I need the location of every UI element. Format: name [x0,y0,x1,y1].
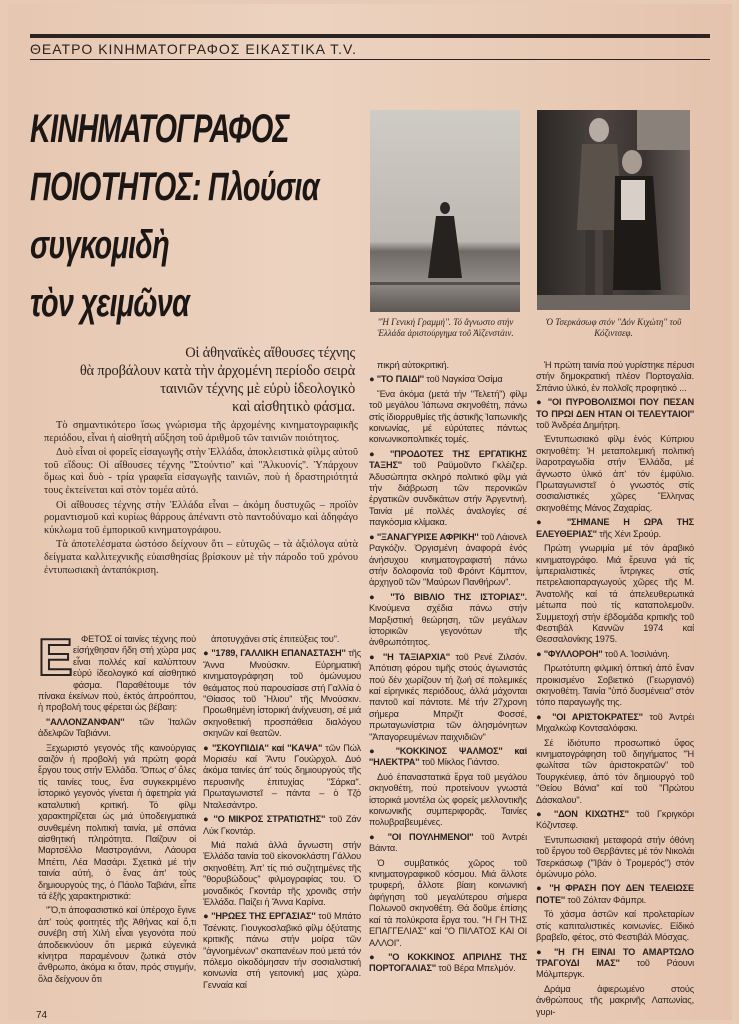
photo-don-quixote [537,110,690,310]
film-title: ''ΟΙ ΑΡΙΣΤΟΚΡΑΤΕΣ'' [552,711,643,722]
bullet-icon: ● [203,911,212,922]
film-title: ''ΤΟ ΠΑΙΔΙ'' [376,374,424,385]
film-entry [203,648,361,739]
paragraph-text: τοῦ Ζάν Λύκ Γκοντάρ. [203,814,361,836]
film-title: ''Ο ΚΟΚΚΙΝΟΣ ΑΠΡΙΛΗΣ ΤΗΣ ΠΟΡΤΟΓΑΛΙΑΣ'' [369,951,527,974]
film-title: ''Ο ΜΙΚΡΟΣ ΣΤΡΑΤΙΩΤΗΣ'' [213,814,326,825]
bullet-icon: ● [536,397,548,408]
column-4 [536,360,694,1021]
paragraph [203,634,361,645]
paragraph-text: Ἐντυπωσιακό φίλμ ἑνός Κύπριου σκηνοθέτη: Ἡ μεταπολεμική πολιτική ἱλαροτραγωδία στήν Ἑλλάδα, μέ ἄγνωστο ὑλικό ἀπ' τόν ἐμφύλιο. Πρωταγωνιστεῖ ὁ γνωστός στίς σοσιαλιστικές χῶρες Ἕλληνας σκηνοθέτης Μάνος Ζαχαρίας. [536,434,694,513]
intro-paragraph: Τὸ σημαντικότερο ἴσως γνώρισμα τῆς ἀρχομένης κινηματογραφικῆς περιόδου, εἶναι ἡ αἰσθητὴ αὔξηση τοῦ ἀριθμοῦ τῶν ταινιῶν ποιότητος. [44,420,358,444]
paragraph [38,717,196,740]
film-entry [369,832,527,855]
paragraph-text: Ὁ συμβατικός χῶρος τοῦ κινηματογραφικοῦ κόσμου. Μιά ἄλλοτε τρυφερή, ἄλλοτε βίαιη κοινωνική ἀφήγηση τοῦ μεγαλύτερου σήμερα Πολωνοῦ σκηνοθέτη. Θά δοῦμε ἐπίσης καί τά πολύκροτα ἔργα του. ''Η ΓΗ ΤΗΣ ΕΠΑΓΓΕΛΙΑΣ'' καί ''Ο ΠΙΛΑΤΟΣ ΚΑΙ ΟΙ ΑΛΛΟΙ''. [369,857,527,948]
paragraph-text: Ἕνα ἀκόμα (μετά τήν ''Τελετή'') φίλμ τοῦ μεγάλου Ἰάπωνα σκηνοθέτη, πάνω στίς ἰδιορρυθμίες τῆς ἀστικῆς Ἰαπωνικῆς κοινωνίας, μέ εὐρύτατες πάντως κοινωνικοπολιτικές τομές. [369,388,527,445]
header-rule-top [30,34,710,38]
paragraph-text: τῆς Ἄννα Μνούσκιν. Εὑρηματική κινηματογράφηση τοῦ ὁμώνυμου θεάματος πού παρουσίασε στή Γαλλία ὁ ''Θίασος τοῦ Ἥλιου'' τῆς Μνούσκιν. Προωθημένη ἱστορική ἀνίχνευση, σέ μιά σκηνοθετική προσπάθεια διαλόγου σκηνῶν καί θεατῶν. [203,648,362,739]
bullet-icon: ● [536,711,553,722]
paragraph-text: τοῦ Ράουνι Μόλμπεργκ. [536,957,694,980]
paragraph [369,360,527,371]
paragraph-text: Πρώτη γνωριμία μέ τόν ἀραβικό κινηματογράφο. Μιά ἔρευνα γιά τίς ἰμπεριαλιστικές ἴντριγκες στίς πετρελαιοπαραγωγούς χῶρες τῆς Μ. Ἀνατολῆς καί τά ἀπελευθερωτικά μέτωπα πού τίς καταπολεμοῦν. Συμμετοχή στήν ἑβδομάδα κριτικῆς τοῦ Φεστιβάλ Καννῶν 1974 καί Θεσσαλονίκης 1975. [536,543,694,645]
bullet-icon: ● [369,448,391,459]
paragraph-text: τοῦ Ἀντρέι Μιχαλκώφ Κοντσαλόφσκι. [536,711,694,734]
film-entry [369,374,527,385]
paragraph [369,858,527,949]
bullet-icon: ● [203,814,214,825]
photo-general-line [370,110,520,312]
paragraph-text: τοῦ Α. Ἰοσιλιάνη. [602,648,670,659]
standing-figure-image [370,110,520,312]
paragraph-text: τοῦ Ρενέ Ζιλσόν. Ἀπότιση φόρου τιμῆς στούς ἀγωνιστάς πού δέν χωρίζουν τή ζωή σέ πολεμικές καί εἰρηνικές περιόδους, ἀλλά μάχονται παντοῦ καί πάντοτε. Μέ τήν 27χρονη σήμερα Μπριζίτ Φοσσέ, πρωταγωνίστρια τῶν ἀλησμόνητων ''Ἀπαγορευμένων παιχνιδιῶν'' [369,651,527,742]
bullet-icon: ● [369,951,389,962]
film-entry [536,712,694,735]
film-title: ''ΗΡΩΕΣ ΤΗΣ ΕΡΓΑΣΙΑΣ'' [211,911,316,922]
intro-paragraph: Οἱ αἴθουσες τέχνης στὴν Ἑλλάδα εἶναι – ἀκόμη δυστυχῶς – προϊὸν ρομαντισμοῦ καὶ κυρίως θάρρους ἀπέναντι στὸ παντοδύναμο καὶ ἀδηφάγο κύκλωμα τοῦ ἐμπορικοῦ κινηματογράφου. [44,499,358,536]
film-title: ''ΟΙ ΠΥΡΟΒΟΛΙΣΜΟΙ ΠΟΥ ΠΕΣΑΝ ΤΟ ΠΡΩΙ ΔΕΝ ΗΤΑΝ ΟΙ ΤΕΛΕΥΤΑΙΟΙ'' [536,397,694,419]
paragraph-text: Σέ ἰδιότυπο προσωπικό ὕφος κινηματογράφηση τοῦ διηγήματος ''Ἡ φωλίτσα τῶν ἀριστοκρατῶν'' τοῦ Τουργκένιεφ, ἀπό τόν δημιουργό τοῦ ''Θείου Βάνια'' καί τοῦ ''Πρώτου Δάσκαλου''. [536,737,694,805]
film-title: ''Η ΦΡΑΣΗ ΠΟΥ ΔΕΝ ΤΕΛΕΙΩΣΕ ΠΟΤΕ'' [536,883,694,905]
deck-line: ταινιῶν τέχνης μὲ εὐρὺ ἰδεολογικὸ [160,381,355,397]
film-title: ''ΟΙ ΠΟΥΛΗΜΕΝΟΙ'' [387,831,474,842]
film-title: ''ΣΚΟΥΠΙΔΙΑ'' καί ''ΚΑΨΑ'' [212,742,323,753]
bullet-icon: ● [536,809,555,820]
paragraph-text: τοῦ Ζόλταν Φάμπρι. [565,894,647,905]
film-entry [369,592,527,649]
bullet-icon: ● [536,883,550,894]
two-men-image [537,110,690,310]
article-title [30,100,319,332]
film-title: ''ΦΥΛΛΟΡΟΗ'' [543,648,603,659]
section-header: ΘΕΑΤΡΟ ΚΙΝΗΜΑΤΟΓΡΑΦΟΣ ΕΙΚΑΣΤΙΚΑ T.V. [30,41,357,57]
film-entry [536,883,694,906]
bullet-icon: ● [369,591,391,602]
paragraph-text: τοῦ Μπάτο Τσένκιτς. Γιουγκοσλαβικό φίλμ ὀξύτατης κριτικῆς πάνω στήν μοίρα τῶν ''ἀγνοημένων'' σκαπανέων πού μετά τόν πόλεμο οἰκοδόμησαν τήν σοσιαλιστική κοινωνία στή γειτονική μας χώρα. Γενναία καί [203,911,361,990]
bullet-icon: ● [369,531,377,542]
title-line: συγκομιδὴ [30,223,170,267]
paragraph-text: Δράμα ἀφιερωμένο στούς ἀνθρώπους τῆς μακρινῆς Λαπωνίας, γυρι- [536,983,694,1017]
film-title: ''ΣΗΜΑΝΕ Η ΩΡΑ ΤΗΣ ΕΛΕΥΘΕΡΙΑΣ'' [536,517,694,539]
bullet-icon: ● [536,648,544,659]
paragraph [536,738,694,806]
paragraph-text: ΦΕΤΟΣ οἱ ταινίες τέχνης πού εἰσήχθησαν ἤδη στή χώρα μας εἶναι πολλές καί καλύπτουν εὐρύ ἰδεολογικό καί αἰσθητικό φάσμα. Παραθέτουμε τόν πίνακα ἐκείνων πού, ἐκτός ἀπροόπτου, ἡ προβολή τους φέρεται ὡς βέβαιη: [38,634,196,713]
film-title: ''ΑΛΛΟΝΖΑΝΦΑΝ'' [46,716,125,727]
film-title: ''ΔΟΝ ΚΙΧΩΤΗΣ'' [554,809,629,820]
paragraph-text: τοῦ Ραϋμοῦντο Γκλέιζερ. Ἀδυσώπητα σκληρό πολιτικό φίλμ γιά τήν διάβρωση τῶν περονικῶν ἐργατικῶν συνδικάτων στήν Ἀργεντινή. Ταινία μέ πολλές ἀναλογίες σέ παγκόσμια κλίμακα. [369,460,527,528]
film-entry [203,911,361,991]
column-1 [38,629,196,988]
paragraph-text: Δυό ἐπαναστατικά ἔργα τοῦ μεγάλου σκηνοθέτη, πού προτείνουν γνωστά ἱστορικά μοντέλα ὡς φορείς μελλοντικῆς κοινωνικῆς συμπεριφορᾶς. Ταινίες πολυβραβευμένες. [369,771,527,828]
paragraph [536,835,694,881]
paragraph-text: Κινούμενα σχέδια πάνω στήν Μαρξιστική θεώρηση, τῶν μεγάλων ἱστορικῶν γεγονότων τῆς ἀνθρωπότητος. [369,603,527,648]
paragraph-text: τοῦ Ναγκίσα Ὀσίμα [423,374,503,385]
film-entry [369,952,527,975]
film-title: ''1789, ΓΑΛΛΙΚΗ ΕΠΑΝΑΣΤΑΣΗ'' [211,648,346,659]
film-entry [536,397,694,431]
paragraph [536,663,694,709]
film-entry [369,746,527,769]
paragraph [38,905,196,985]
paragraph-text: τῶν Πώλ Μορισέυ καί Ἄντυ Γουώρχολ. Δυό ἀκόμα ταινίες ἀπ' τούς δημιουργούς τῆς περυσινῆς ἐπιτυχίας ''Σάρκα''. Πρωταγωνιστεῖ – πάντα – ὁ Τζό Νταλεσάντρο. [203,742,361,810]
paragraph-text: Τό χάσμα ἀστῶν καί προλεταρίων στίς καπιταλιστικές κοινωνίες. Εἰδικό βραβεῖο, φέτος, στό Φεστιβάλ Μόσχας. [536,909,694,943]
column-2 [203,634,361,994]
header-rule-bottom [30,59,710,60]
film-title: ''ΚΟΚΚΙΝΟΣ ΨΑΛΜΟΣ'' καί ''ΗΛΕΚΤΡΑ'' [369,746,527,768]
bullet-icon: ● [369,831,388,842]
paragraph-text: τοῦ Γκριγκόρι Κόζιντσεφ. [536,809,694,831]
paragraph-text: Ἡ πρώτη ταινία πού γυρίστηκε πέρυσι στήν δημοκρατική πλέον Πορτογαλία. Σπάνιο ὑλικό, ἐν πολλοῖς προφητικό ... [536,360,694,393]
film-title: ''Η ΓΗ ΕΙΝΑΙ ΤΟ ΑΜΑΡΤΩΛΟ ΤΡΑΓΟΥΔΙ ΜΑΣ'' [536,946,694,968]
paragraph-text: τοῦ Λάιονελ Ραγκόζιν. Ὀργισμένη ἀναφορά ἑνός ἀνήσυχου κινηματογραφιστή πάνω στήν δολοφονία τοῦ Φρόιντ Κάμπτον, ἀρχηγοῦ τῶν ''Μαύρων Πανθήρων''. [369,531,527,588]
title-line: ΠΟΙΟΤΗΤΟΣ: Πλούσια [30,165,319,209]
paragraph [203,840,361,908]
intro-paragraph: Τὰ ἀποτελέσματα ὡστόσο δείχνουν ὅτι – εὐτυχῶς – τὰ ἀξιόλογα αὐτὰ δείγματα καλλιτεχνικῆς εὐαισθησίας βρίσκουν μὲ τὴν πάροδο τοῦ χρόνου ἐντυπωσιακὴ ἀνταπόκριση. [44,539,358,576]
bullet-icon: ● [203,648,212,659]
paragraph [536,984,694,1018]
title-line: ΚΙΝΗΜΑΤΟΓΡΑΦΟΣ [30,107,289,151]
paragraph-text: Πρωτότυπη φιλμική ὀπτική ἀπό ἕναν προικισμένο Σοβιετικό (Γεωργιανό) σκηνοθέτη. Ταινία ''ὑπό δυσμένεια'' στόν τόπο παραγωγῆς της. [536,663,694,708]
intro-text [44,420,358,579]
paragraph [536,909,694,943]
bullet-icon: ● [369,651,384,662]
film-title: ''ΞΑΝΑΓΥΡΙΣΕ ΑΦΡΙΚΗ'' [376,531,479,542]
film-entry [536,649,694,660]
paragraph [536,434,694,514]
paragraph [536,360,694,394]
film-title: ''ΠΡΟΔΟΤΕΣ ΤΗΣ ΕΡΓΑΤΙΚΗΣ ΤΑΞΗΣ'' [369,448,527,471]
article-deck [30,344,355,416]
film-title: ''Τό ΒΙΒΛΙΟ ΤΗΣ ΙΣΤΟΡΙΑΣ''. [390,591,527,602]
paragraph-text: Ξεχωριστό γεγονός τῆς καινούργιας σαιζόν ἡ προβολή γιά πρώτη φορά ἔργου τους στήν Ἑλλάδα. Ὅπως σ' ὅλες τίς ταινίες τους, ἕνα συγκεκριμένο ἱστορικό γεγονός γίνεται ἡ ἀφετηρία γιά καταλυτική κριτική. Τό φίλμ χαρακτηρίζεται ὡς μιά ὑποδειγματικά συνθεμένη πολιτική ταινία, μέ σπάνια αἰσθητική πληρότητα. Παίζουν οἱ Μαρτσέλλο Μαστρογιάννι, Λάουρα Μπέττι, Λέα Μασάρι. Σχετικά μέ τήν ταινία αὐτή, ὁ ἕνας ἀπ' τούς δημιουργούς της, ὁ Πάολο Ταβιάνι, εἶπε τά ἑξῆς χαρακτηριστικά: [38,742,196,901]
film-entry [536,517,694,540]
deck-line: καὶ αἰσθητικὸ φάσμα. [232,399,355,415]
paragraph-text: τῶν Ἰταλῶν ἀδελφῶν Ταβιάννι. [38,716,196,739]
paragraph-text: τοῦ Βέρα Μπελμόν. [435,963,516,974]
paragraph-text: πικρή αὐτοκριτική. [377,360,449,370]
paragraph [369,772,527,829]
paragraph-text: ἀποτυγχάνει στίς ἐπιτεύξεις του''. [211,634,340,644]
film-entry [369,652,527,743]
photo1-caption: ''Ἡ Γενική Γραμμή''. Τό ἄγνωστο στήν Ἑλλάδα ἀριστούργημα τοῦ Ἀϊζενστάιν. [377,317,514,338]
deck-line: θὰ προβάλουν κατὰ τὴν ἀρχομένη περίοδο σειρὰ [79,363,355,379]
deck-line: Οἱ ἀθηναϊκὲς αἴθουσες τέχνης [185,345,355,361]
paragraph-text: τοῦ Ἀντρέι Βάιντα. [369,831,527,854]
paragraph-text: τοῦ Μίκλος Γιάντσο. [419,757,500,768]
film-entry [369,449,527,529]
film-entry [369,532,527,589]
column-3 [369,360,527,978]
paragraph-text: τῆς Χένι Σρούρ. [596,528,661,539]
photo2-caption: Ὁ Τσερκάσωφ στόν ''Δόν Κιχώτη'' τοῦ Κόζιντσεφ. [545,317,682,338]
bullet-icon: ● [536,946,555,957]
bullet-icon: ● [203,742,213,753]
drop-cap: Ε [38,629,73,687]
paragraph-text: Μιά παλιά ἀλλά ἄγνωστη στήν Ἑλλάδα ταινία τοῦ εἰκονοκλάστη Γάλλου σκηνοθέτη. Ἀπ' τίς πιό συζητημένες τῆς ''θορυβώδους'' φιλμογραφίας του. Ὁ μοναδικός Γκοντάρ τῆς χρονιᾶς στήν Ἑλλάδα. Παίζει ἡ Ἄννα Καρίνα. [203,839,361,907]
paragraph-text: ''Ὅ,τι ἀποφασιστικό καί ὑπέροχο ἔγινε ἀπ' τούς φοιτητές τῆς Ἀθήνας καί ὅ,τι συνέβη στή Χιλή εἶναι γεγονότα πού ἀποδεικνύουν ὅτι μερικά εὐγενικά κίνητρα παραμένουν ζωτικά στόν ἄνθρωπο, ἀκόμα κι ὅταν, πρός στιγμήν, ὅλα δείχνουν ὅτι [38,905,196,984]
intro-paragraph: Δυὸ εἶναι οἱ φορεῖς εἰσαγωγῆς στὴν Ἑλλάδα, ἀποκλειστικὰ φίλμς αὐτοῦ τοῦ εἴδους: Οἱ αἴθουσες τέχνης ''Στούντιο'' καὶ ''Ἀλκυονίς''. Ὑπάρχουν ὅμως καὶ δυὸ - τρία γραφεῖα εἰσαγωγῆς ταινιῶν, ποὺ ἡ δραστηριότητά τους ἐκτείνεται καὶ στὸν τομέα αὐτό. [44,447,358,496]
paragraph-text: τοῦ Ἀνδρέα Δημήτρη. [536,420,621,431]
paragraph [369,389,527,446]
title-line: τὸν χειμῶνα [30,281,190,325]
page-number: 74 [36,1010,48,1021]
bullet-icon: ● [369,374,377,385]
film-entry [203,814,361,837]
paragraph [38,743,196,903]
paragraph [536,543,694,646]
film-entry [203,743,361,811]
bullet-icon: ● [369,746,396,756]
film-entry [536,809,694,832]
film-entry [536,947,694,981]
bullet-icon: ● [536,517,567,528]
film-title: ''Η ΤΑΞΙΑΡΧΙΑ'' [383,651,450,662]
paragraph-text: Ἐντυπωσιακή μεταφορά στήν ὀθόνη τοῦ ἔργου τοῦ Θερβάντες μέ τόν Νικολάι Τσερκάσωφ (''Ἰβάν ὁ Τρομερός'') στόν ὁμώνυμο ρόλο. [536,834,694,880]
